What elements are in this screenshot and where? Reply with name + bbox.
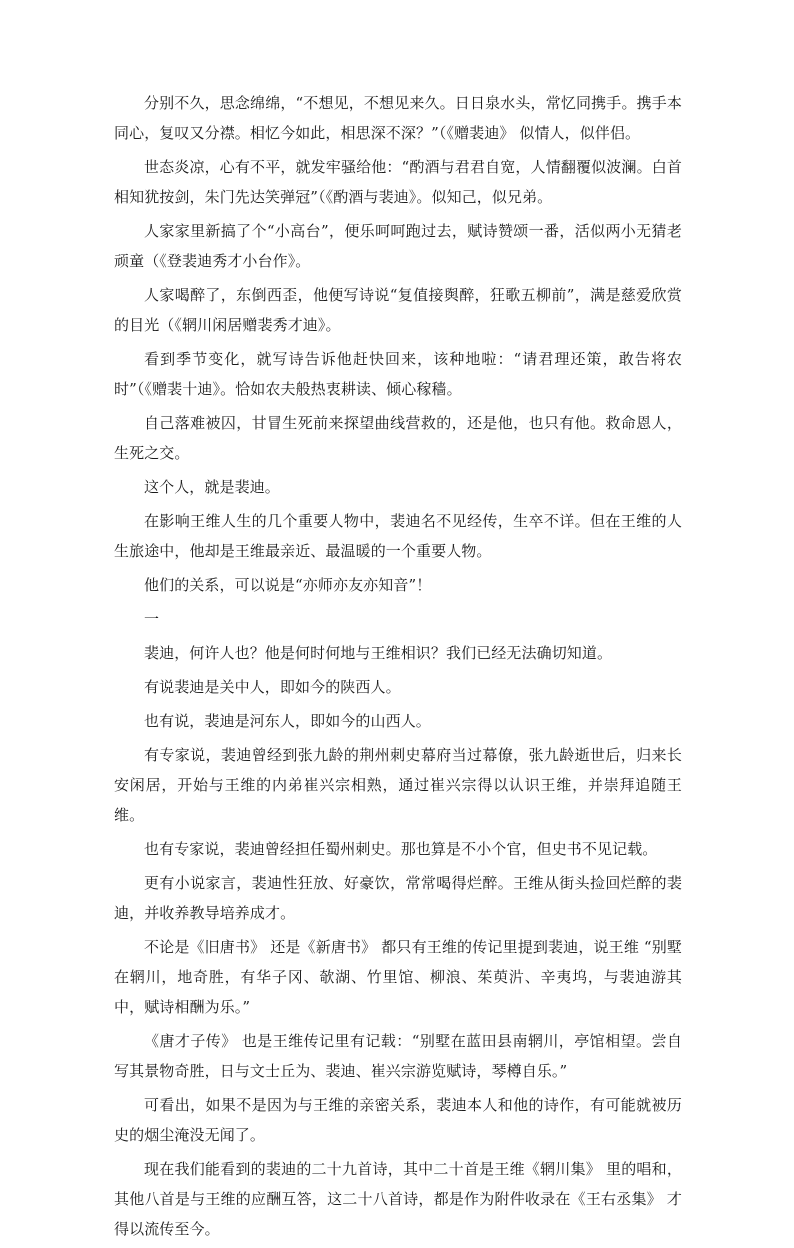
- paragraph: 也有说，裴迪是河东人，即如今的山西人。: [144, 712, 431, 730]
- paragraph: 自己落难被囚，甘冒生死前来探望曲线营救的，还是他，也只有他。救命恩人，生死之交。: [114, 414, 682, 462]
- paragraph: 有说裴迪是关中人，即如今的陕西人。: [144, 678, 401, 696]
- paragraph: 这个人，就是裴迪。: [144, 478, 280, 496]
- paragraph: 分别不久，思念绵绵，“不想见，不想见来久。日日泉水头，常忆同携手。携手本同心，复叹又分襟。相忆今如此，相思深不深？”（《赠裴迪》 似情人，似伴侣。: [114, 94, 682, 142]
- section-number: 一: [144, 610, 160, 628]
- paragraph: 有专家说，裴迪曾经到张九龄的荆州刺史幕府当过幕僚，张九龄逝世后，归来长安闲居，开始与王维的内弟崔兴宗相熟，通过崔兴宗得以认识王维，并崇拜追随王维。: [114, 746, 682, 824]
- paragraph: 在影响王维人生的几个重要人物中，裴迪名不见经传，生卒不详。但在王维的人生旅途中，他却是王维最亲近、最温暖的一个重要人物。: [114, 512, 682, 560]
- paragraph: 人家家里新搞了个“小高台”，便乐呵呵跑过去，赋诗赞颂一番，活似两小无猜老顽童（《登裴迪秀才小台作》。: [114, 222, 682, 270]
- article-body: [114, 88, 682, 1248]
- paragraph: 世态炎凉，心有不平，就发牢骚给他：“酌酒与君君自宽，人情翻覆似波澜。白首相知犹按剑，朱门先达笑弹冠”（《酌酒与裴迪》。似知己，似兄弟。: [114, 158, 682, 206]
- paragraph: 《唐才子传》 也是王维传记里有记载：“别墅在蓝田县南辋川，亭馆相望。尝自写其景物奇胜，日与文士丘为、裴迪、崔兴宗游览赋诗，琴樽自乐。”: [114, 1032, 682, 1080]
- paragraph: 更有小说家言，裴迪性狂放、好豪饮，常常喝得烂醉。王维从街头捡回烂醉的裴迪，并收养教导培养成才。: [114, 874, 682, 922]
- paragraph: 现在我们能看到的裴迪的二十九首诗，其中二十首是王维《辋川集》 里的唱和，其他八首是与王维的应酬互答，这二十八首诗，都是作为附件收录在《王右丞集》 才得以流传至今。: [114, 1160, 682, 1238]
- paragraph: 裴迪，何许人也？他是何时何地与王维相识？我们已经无法确切知道。: [144, 644, 613, 662]
- paragraph: 不论是《旧唐书》 还是《新唐书》 都只有王维的传记里提到裴迪，说王维 “别墅在辋川，地奇胜，有华子冈、欹湖、竹里馆、柳浪、茱萸沜、辛夷坞，与裴迪游其中，赋诗相酬为乐。”: [114, 938, 682, 1016]
- paragraph: 也有专家说，裴迪曾经担任蜀州刺史。那也算是不小个官，但史书不见记载。: [144, 840, 658, 858]
- paragraph: 人家喝醉了，东倒西歪，他便写诗说“复值接舆醉，狂歌五柳前”，满是慈爱欣赏的目光（《辋川闲居赠裴秀才迪》。: [114, 286, 682, 334]
- paragraph: 可看出，如果不是因为与王维的亲密关系，裴迪本人和他的诗作，有可能就被历史的烟尘淹没无闻了。: [114, 1096, 682, 1144]
- paragraph: 看到季节变化，就写诗告诉他赶快回来，该种地啦：“请君理还策，敢告将农时”（《赠裴十迪》。恰如农夫般热衷耕读、倾心稼穑。: [114, 350, 682, 398]
- paragraph: 他们的关系，可以说是“亦师亦友亦知音”！: [144, 576, 432, 594]
